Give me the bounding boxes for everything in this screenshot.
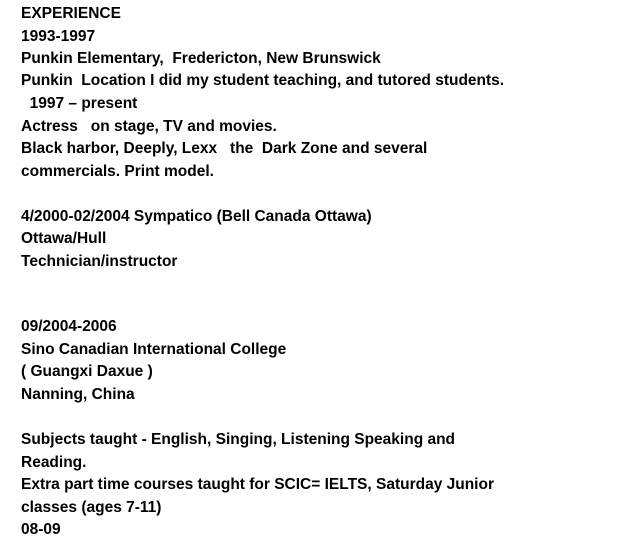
entry-3-location: Ottawa/Hull [21,230,107,247]
entry-4-affiliation: ( Guangxi Daxue ) [21,363,153,380]
entry-4-subjects-line-2: Reading. [21,454,87,471]
entry-1-description: Punkin Location I did my student teaching, and tutored students. [21,72,505,89]
entry-2-details-line-2: commercials. Print model. [21,163,214,180]
entry-2-role: Actress on stage, TV and movies. [21,118,277,135]
entry-1-dates: 1993-1997 [21,28,96,45]
entry-2-details-line-1: Black harbor, Deeply, Lexx the Dark Zone and several [21,140,428,157]
entry-5-dates: 08-09 [21,521,61,538]
entry-4-dates: 09/2004-2006 [21,318,117,335]
entry-4-location: Nanning, China [21,386,135,403]
entry-1-school: Punkin Elementary, Fredericton, New Brunswick [21,50,381,67]
entry-4-extra-line-2: classes (ages 7-11) [21,499,162,516]
entry-3-dates-company: 4/2000-02/2004 Sympatico (Bell Canada Ottawa) [21,208,372,225]
section-heading: EXPERIENCE [21,5,121,22]
entry-4-school: Sino Canadian International College [21,341,287,358]
entry-4-subjects-line-1: Subjects taught - English, Singing, Listening Speaking and [21,431,456,448]
entry-3-title: Technician/instructor [21,253,178,270]
entry-4-extra-line-1: Extra part time courses taught for SCIC= IELTS, Saturday Junior [21,476,494,493]
entry-2-dates: 1997 – present [21,95,138,112]
